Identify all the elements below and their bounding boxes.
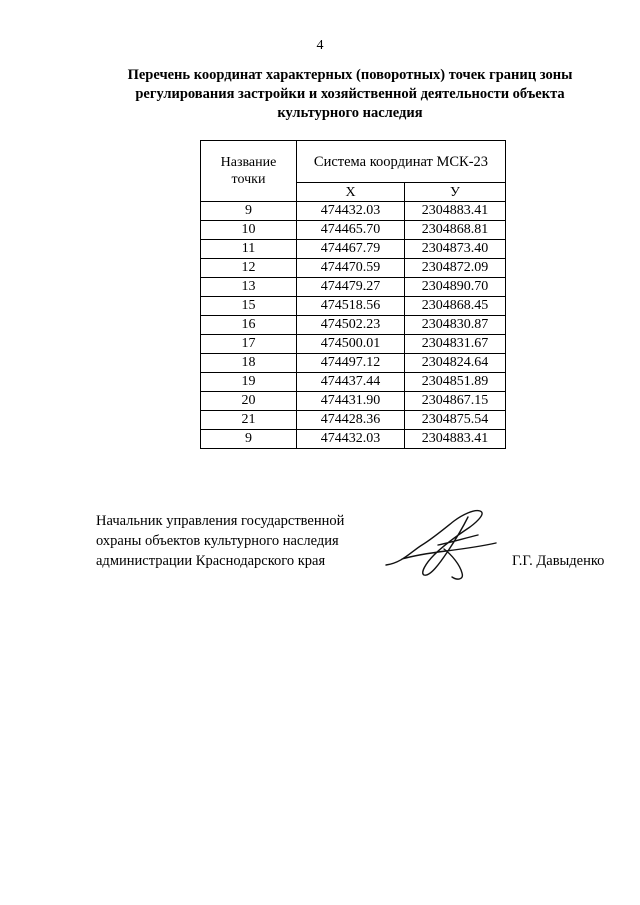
cell-y: 2304875.54 xyxy=(405,411,506,430)
header-coordinate-system: Система координат МСК-23 xyxy=(297,141,506,183)
cell-y: 2304883.41 xyxy=(405,430,506,449)
cell-name: 17 xyxy=(201,335,297,354)
cell-name: 9 xyxy=(201,202,297,221)
cell-y: 2304868.45 xyxy=(405,297,506,316)
table-row xyxy=(201,373,506,392)
cell-x: 474432.03 xyxy=(297,202,405,221)
cell-x: 474432.03 xyxy=(297,430,405,449)
table-row xyxy=(201,392,506,411)
signer-position xyxy=(96,511,344,571)
table-row xyxy=(201,316,506,335)
title-line-1: Перечень координат характерных (поворотных) точек границ зоны xyxy=(127,67,573,83)
cell-x: 474497.12 xyxy=(297,354,405,373)
cell-name: 19 xyxy=(201,373,297,392)
cell-x: 474479.27 xyxy=(297,278,405,297)
table-row xyxy=(201,430,506,449)
cell-x: 474437.44 xyxy=(297,373,405,392)
coordinates-table xyxy=(200,140,506,449)
cell-y: 2304830.87 xyxy=(405,316,506,335)
cell-x: 474465.70 xyxy=(297,221,405,240)
document-title xyxy=(90,66,610,123)
header-point-name-line-1: Название xyxy=(220,155,277,170)
table-row xyxy=(201,278,506,297)
cell-y: 2304824.64 xyxy=(405,354,506,373)
handwritten-signature xyxy=(382,505,502,585)
cell-y: 2304851.89 xyxy=(405,373,506,392)
cell-name: 18 xyxy=(201,354,297,373)
table-row xyxy=(201,221,506,240)
cell-y: 2304873.40 xyxy=(405,240,506,259)
cell-x: 474500.01 xyxy=(297,335,405,354)
cell-y: 2304890.70 xyxy=(405,278,506,297)
table-row xyxy=(201,202,506,221)
cell-y: 2304831.67 xyxy=(405,335,506,354)
cell-y: 2304872.09 xyxy=(405,259,506,278)
cell-x: 474518.56 xyxy=(297,297,405,316)
cell-name: 15 xyxy=(201,297,297,316)
table-row xyxy=(201,240,506,259)
signer-position-line-2: охраны объектов культурного наследия xyxy=(96,533,339,549)
table-body xyxy=(201,202,506,449)
title-line-2: регулирования застройки и хозяйственной деятельности объекта xyxy=(135,86,565,102)
header-x: Х xyxy=(297,183,405,202)
cell-name: 20 xyxy=(201,392,297,411)
cell-name: 9 xyxy=(201,430,297,449)
signer-position-line-1: Начальник управления государственной xyxy=(96,513,345,529)
cell-name: 10 xyxy=(201,221,297,240)
table-row xyxy=(201,259,506,278)
cell-y: 2304867.15 xyxy=(405,392,506,411)
cell-name: 13 xyxy=(201,278,297,297)
signer-position-line-3: администрации Краснодарского края xyxy=(96,553,326,569)
header-point-name xyxy=(201,141,297,202)
cell-x: 474502.23 xyxy=(297,316,405,335)
title-line-3: культурного наследия xyxy=(277,105,423,121)
cell-y: 2304883.41 xyxy=(405,202,506,221)
header-y: У xyxy=(405,183,506,202)
cell-name: 16 xyxy=(201,316,297,335)
table-row xyxy=(201,411,506,430)
cell-x: 474470.59 xyxy=(297,259,405,278)
table-row xyxy=(201,354,506,373)
cell-x: 474428.36 xyxy=(297,411,405,430)
page-number: 4 xyxy=(316,38,324,53)
signer-name: Г.Г. Давыденко xyxy=(512,553,605,569)
cell-name: 12 xyxy=(201,259,297,278)
header-point-name-line-2: точки xyxy=(231,172,266,187)
cell-x: 474431.90 xyxy=(297,392,405,411)
cell-name: 11 xyxy=(201,240,297,259)
table-row xyxy=(201,335,506,354)
cell-x: 474467.79 xyxy=(297,240,405,259)
cell-name: 21 xyxy=(201,411,297,430)
cell-y: 2304868.81 xyxy=(405,221,506,240)
table-row xyxy=(201,297,506,316)
